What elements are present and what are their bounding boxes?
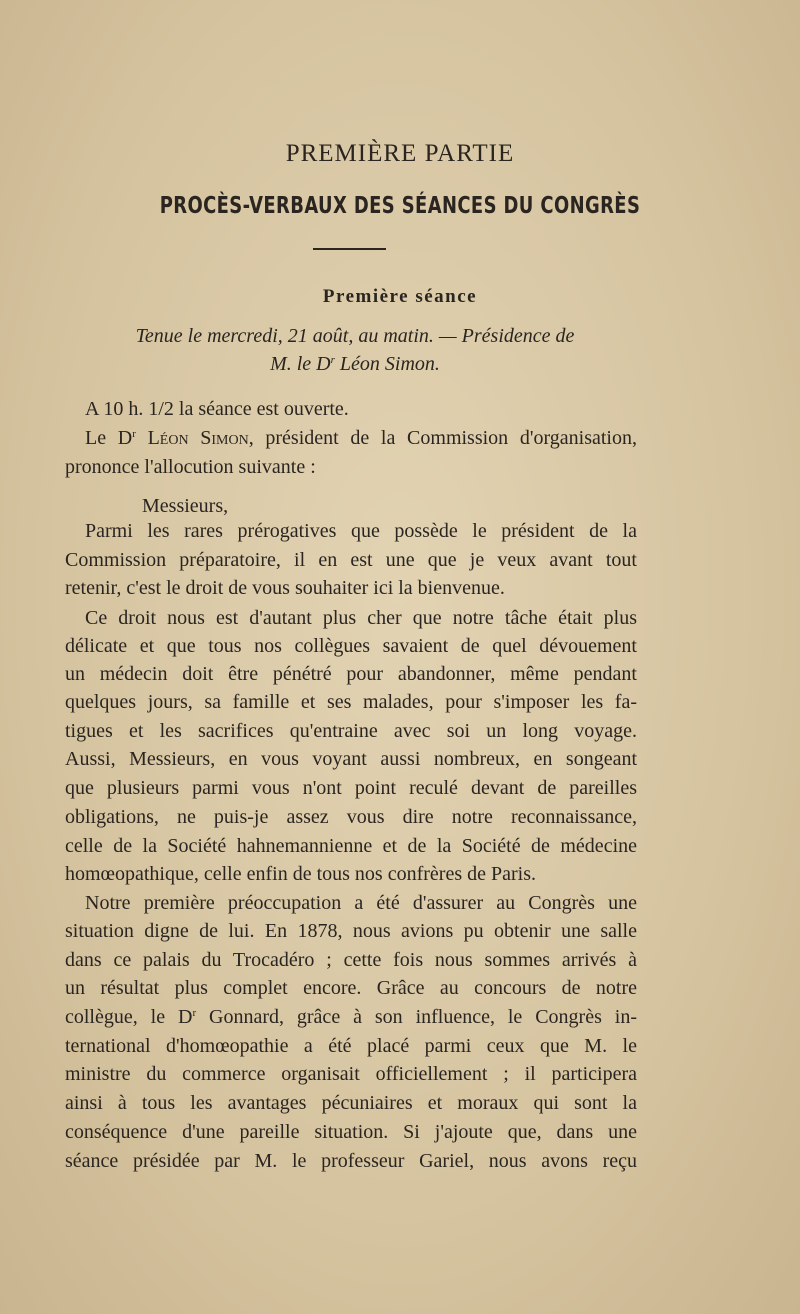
text-line: Aussi, Messieurs, en vous voyant aussi nombreux, en songeant	[65, 748, 637, 770]
line-prefix: Le D	[85, 427, 133, 449]
text-line: homœopathique, celle enfin de tous nos confrères de Paris.	[65, 863, 536, 885]
line-rest: Gonnard, grâce à son influence, le Congrès in-	[196, 1006, 637, 1028]
text-line: ternational d'homœopathie a été placé parmi ceux que M. le	[65, 1035, 637, 1057]
text-line: obligations, ne puis-je assez vous dire notre reconnaissance,	[65, 806, 637, 828]
text-line: Notre première préoccupation a été d'assurer au Congrès une	[85, 892, 637, 914]
session-info	[95, 322, 615, 378]
text-line: délicate et que tous nos collègues savaient de quel dévouement	[65, 635, 637, 657]
text-line: celle de la Société hahnemannienne et de la Société de médecine	[65, 835, 637, 857]
text-line: un médecin doit être pénétré pour abandonner, même pendant	[65, 663, 637, 685]
session-info-line-1: Tenue le mercredi, 21 août, au matin. — Présidence de	[135, 325, 575, 347]
text-line	[85, 424, 637, 452]
line-rest: , président de la Commission d'organisation,	[248, 427, 637, 449]
text-line: Commission préparatoire, il en est une que je veux avant tout	[65, 549, 637, 571]
text-line: que plusieurs parmi vous n'ont point reculé devant de pareilles	[65, 777, 637, 799]
text-line: ainsi à tous les avantages pécuniaires et moraux qui sont la	[65, 1092, 637, 1114]
text-line: dans ce palais du Trocadéro ; cette fois nous sommes arrivés à	[65, 949, 637, 971]
text-line: ministre du commerce organisait officiellement ; il participera	[65, 1063, 637, 1085]
text-line: prononce l'allocution suivante :	[65, 456, 316, 478]
main-title: PROCÈS-VERBAUX DES SÉANCES DU CONGRÈS	[159, 193, 641, 219]
title-divider	[313, 248, 386, 250]
text-line: séance présidée par M. le professeur Gariel, nous avons reçu	[65, 1150, 637, 1172]
text-line: Messieurs,	[142, 495, 229, 517]
text-line: situation digne de lui. En 1878, nous avions pu obtenir une salle	[65, 920, 637, 942]
line-prefix: collègue, le D	[65, 1006, 193, 1028]
text-line: Parmi les rares prérogatives que possède le président de la	[85, 520, 637, 542]
text-line: conséquence d'une pareille situation. Si j'ajoute que, dans une	[65, 1121, 637, 1143]
text-line: tigues et les sacrifices qu'entraine avec soi un long voyage.	[65, 720, 637, 742]
text-line: retenir, c'est le droit de vous souhaiter ici la bienvenue.	[65, 577, 505, 599]
line-sup: r	[192, 1007, 197, 1019]
session-info-line-2	[95, 350, 615, 378]
part-title: PREMIÈRE PARTIE	[285, 140, 515, 167]
text-line: A 10 h. 1/2 la séance est ouverte.	[85, 398, 349, 420]
session-info-sup: r	[330, 354, 335, 366]
session-title: Première séance	[322, 286, 478, 307]
text-line: un résultat plus complet encore. Grâce au concours de notre	[65, 977, 637, 999]
speaker-name: Léon Simon	[135, 427, 249, 449]
text-line	[65, 1003, 637, 1031]
text-line: Ce droit nous est d'autant plus cher que notre tâche était plus	[85, 607, 637, 629]
line-sup: r	[132, 428, 136, 440]
session-info-name: Léon Simon.	[334, 353, 440, 375]
session-info-prefix: M. le D	[270, 353, 331, 375]
text-line: quelques jours, sa famille et ses malades, pour s'imposer les fa-	[65, 691, 637, 713]
